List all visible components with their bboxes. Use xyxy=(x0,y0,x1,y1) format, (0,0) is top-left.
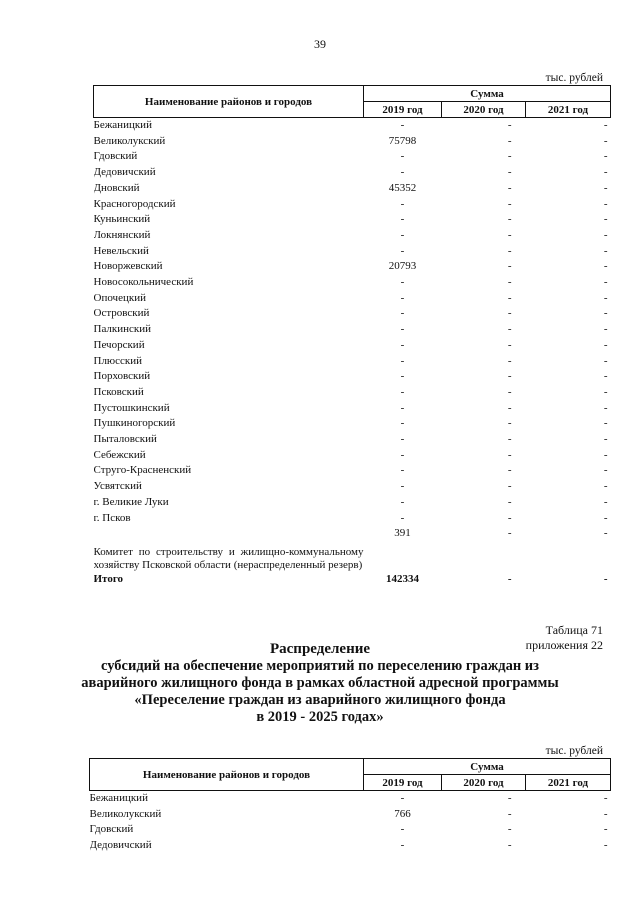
table-row xyxy=(94,165,611,181)
table-row xyxy=(90,822,611,838)
table-row xyxy=(94,479,611,495)
page-number: 39 xyxy=(314,37,326,51)
table-row xyxy=(94,369,611,385)
district-name: Пустошкинский xyxy=(93,401,170,414)
heading-line-2: субсидий на обеспечение мероприятий по переселению граждан из xyxy=(100,658,539,674)
committee-2020: - xyxy=(507,527,512,540)
value-2019: 45352 xyxy=(388,181,417,194)
value-2021: - xyxy=(603,323,608,336)
year-2021-header: 2021 год xyxy=(526,775,611,791)
district-name: Локнянский xyxy=(93,228,151,241)
table-row xyxy=(94,432,611,448)
value-2019: - xyxy=(400,291,405,304)
value-2021: - xyxy=(603,228,608,241)
value-2021: - xyxy=(603,150,608,163)
appendix-number: приложения 22 xyxy=(525,638,603,652)
district-name: Порховский xyxy=(93,370,151,383)
district-name: Пыталовский xyxy=(93,433,157,446)
district-name: г. Великие Луки xyxy=(93,495,169,508)
value-2020: - xyxy=(507,495,512,508)
committee-row xyxy=(94,526,611,572)
value-2019: - xyxy=(400,495,405,508)
value-2019: - xyxy=(400,401,405,414)
value-2019: - xyxy=(400,417,405,430)
value-2021: - xyxy=(603,464,608,477)
value-2019: - xyxy=(400,338,405,351)
value-2019: - xyxy=(400,385,405,398)
value-2019: - xyxy=(400,197,405,210)
value-2020: - xyxy=(507,464,512,477)
value-2020: - xyxy=(507,166,512,179)
district-name: Гдовский xyxy=(89,823,134,836)
value-2020: - xyxy=(507,385,512,398)
sum-column-header: Сумма xyxy=(364,759,611,775)
table1-body xyxy=(94,118,611,527)
value-2020: - xyxy=(507,276,512,289)
district-name: Новосокольнический xyxy=(93,276,194,289)
value-2021: - xyxy=(603,839,608,852)
value-2020: - xyxy=(507,354,512,367)
value-2019: 75798 xyxy=(388,134,417,147)
value-2021: - xyxy=(603,433,608,446)
value-2021: - xyxy=(603,260,608,273)
district-name: Усвятский xyxy=(93,480,142,493)
heading-line-5: в 2019 - 2025 годах» xyxy=(256,709,384,725)
committee-name: Комитет по строительству и жилищно-коммунальному хозяйству Псковской области (нераспределенный резерв) xyxy=(93,546,364,572)
committee-2019: 391 xyxy=(394,527,411,540)
year-2020-header: 2020 год xyxy=(442,102,526,118)
heading-line-4: «Переселение граждан из аварийного жилищного фонда xyxy=(134,692,506,708)
value-2019: - xyxy=(400,370,405,383)
table-row xyxy=(94,149,611,165)
district-name: Псковский xyxy=(93,385,144,398)
table-row xyxy=(94,212,611,228)
value-2020: - xyxy=(507,448,512,461)
table-row xyxy=(94,244,611,260)
name-column-header: Наименование районов и городов xyxy=(94,86,364,118)
name-column-header: Наименование районов и городов xyxy=(90,759,364,791)
value-2020: - xyxy=(507,291,512,304)
value-2021: - xyxy=(603,385,608,398)
value-2020: - xyxy=(507,260,512,273)
district-name: Пушкиногорский xyxy=(93,417,176,430)
district-name: Струго-Красненский xyxy=(93,464,192,477)
total-row xyxy=(94,572,611,588)
district-name: Островский xyxy=(93,307,150,320)
district-name: Опочецкий xyxy=(93,291,146,304)
value-2020: - xyxy=(507,134,512,147)
value-2021: - xyxy=(603,276,608,289)
value-2021: - xyxy=(603,338,608,351)
value-2020: - xyxy=(507,480,512,493)
value-2020: - xyxy=(507,338,512,351)
heading-title: Распределение xyxy=(269,641,371,657)
value-2020: - xyxy=(507,839,512,852)
total-2021: - xyxy=(603,573,608,586)
year-2021-header: 2021 год xyxy=(526,102,611,118)
table-row xyxy=(94,134,611,150)
table-row xyxy=(94,401,611,417)
value-2021: - xyxy=(603,480,608,493)
value-2020: - xyxy=(507,511,512,524)
value-2021: - xyxy=(603,448,608,461)
committee-2021: - xyxy=(603,527,608,540)
value-2020: - xyxy=(507,307,512,320)
district-name: Великолукский xyxy=(93,134,166,147)
table-row xyxy=(94,338,611,354)
distribution-table-1 xyxy=(93,85,611,588)
table-row xyxy=(94,197,611,213)
value-2019: - xyxy=(400,448,405,461)
table2-body xyxy=(90,791,611,854)
value-2019: - xyxy=(400,464,405,477)
value-2020: - xyxy=(507,181,512,194)
value-2021: - xyxy=(603,495,608,508)
district-name: Невельский xyxy=(93,244,149,257)
value-2019: - xyxy=(400,244,405,257)
value-2019: - xyxy=(400,150,405,163)
section-heading xyxy=(40,641,600,726)
value-2020: - xyxy=(507,370,512,383)
table-row xyxy=(94,511,611,527)
value-2019: 20793 xyxy=(388,260,417,273)
district-name: Бежаницкий xyxy=(93,119,152,131)
table-row xyxy=(94,354,611,370)
value-2021: - xyxy=(603,291,608,304)
value-2021: - xyxy=(603,417,608,430)
value-2020: - xyxy=(507,807,512,820)
table-number: Таблица 71 xyxy=(545,623,603,637)
value-2021: - xyxy=(603,401,608,414)
value-2021: - xyxy=(603,119,608,131)
sum-column-header: Сумма xyxy=(364,86,611,102)
table-row xyxy=(94,306,611,322)
table-row xyxy=(94,291,611,307)
year-2020-header: 2020 год xyxy=(442,775,526,791)
value-2019: - xyxy=(400,166,405,179)
value-2020: - xyxy=(507,228,512,241)
value-2021: - xyxy=(603,134,608,147)
district-name: Великолукский xyxy=(89,807,162,820)
value-2020: - xyxy=(507,119,512,131)
table-row xyxy=(90,807,611,823)
distribution-table-2 xyxy=(89,758,611,854)
value-2020: - xyxy=(507,417,512,430)
district-name: Куньинский xyxy=(93,213,151,226)
table2-unit-label: тыс. рублей xyxy=(545,745,603,757)
value-2019: - xyxy=(400,323,405,336)
total-label: Итого xyxy=(93,573,124,586)
district-name: Палкинский xyxy=(93,323,152,336)
value-2019: - xyxy=(400,213,405,226)
value-2020: - xyxy=(507,213,512,226)
district-name: г. Псков xyxy=(93,511,131,524)
value-2021: - xyxy=(603,244,608,257)
value-2019: - xyxy=(400,823,405,836)
value-2021: - xyxy=(603,354,608,367)
value-2020: - xyxy=(507,244,512,257)
district-name: Дедовичский xyxy=(93,166,156,179)
value-2021: - xyxy=(603,307,608,320)
table-row xyxy=(94,228,611,244)
value-2020: - xyxy=(507,323,512,336)
district-name: Дедовичский xyxy=(89,839,152,852)
value-2020: - xyxy=(507,823,512,836)
total-2019: 142334 xyxy=(386,573,419,586)
district-name: Печорский xyxy=(93,338,145,351)
district-name: Себежский xyxy=(93,448,146,461)
value-2019: - xyxy=(400,228,405,241)
value-2020: - xyxy=(507,401,512,414)
total-2020: - xyxy=(507,573,512,586)
table-row xyxy=(94,259,611,275)
table-row xyxy=(94,385,611,401)
value-2021: - xyxy=(603,792,608,804)
district-name: Новоржевский xyxy=(93,260,163,273)
table-row xyxy=(90,791,611,807)
value-2020: - xyxy=(507,433,512,446)
value-2021: - xyxy=(603,181,608,194)
district-name: Красногородский xyxy=(93,197,176,210)
table1-unit-label: тыс. рублей xyxy=(545,72,603,84)
district-name: Бежаницкий xyxy=(89,792,148,804)
value-2021: - xyxy=(603,807,608,820)
value-2019: 766 xyxy=(394,807,411,820)
table-row xyxy=(94,416,611,432)
district-name: Гдовский xyxy=(93,150,138,163)
value-2019: - xyxy=(400,354,405,367)
value-2019: - xyxy=(400,511,405,524)
table-row xyxy=(94,495,611,511)
year-2019-header: 2019 год xyxy=(364,775,442,791)
value-2021: - xyxy=(603,823,608,836)
value-2021: - xyxy=(603,197,608,210)
district-name: Плюсский xyxy=(93,354,143,367)
value-2020: - xyxy=(507,792,512,804)
value-2021: - xyxy=(603,213,608,226)
value-2019: - xyxy=(400,119,405,131)
value-2019: - xyxy=(400,433,405,446)
year-2019-header: 2019 год xyxy=(364,102,442,118)
value-2019: - xyxy=(400,839,405,852)
value-2020: - xyxy=(507,150,512,163)
heading-line-3: аварийного жилищного фонда в рамках областной адресной программы xyxy=(81,675,559,691)
table-row xyxy=(94,322,611,338)
value-2021: - xyxy=(603,370,608,383)
table-row xyxy=(94,181,611,197)
table-row xyxy=(94,463,611,479)
value-2019: - xyxy=(400,276,405,289)
value-2019: - xyxy=(400,480,405,493)
value-2021: - xyxy=(603,511,608,524)
table-row xyxy=(94,448,611,464)
table-row xyxy=(94,118,611,134)
table-row xyxy=(94,275,611,291)
value-2021: - xyxy=(603,166,608,179)
district-name: Дновский xyxy=(93,181,140,194)
value-2019: - xyxy=(400,792,405,804)
table-row xyxy=(90,838,611,854)
value-2019: - xyxy=(400,307,405,320)
value-2020: - xyxy=(507,197,512,210)
